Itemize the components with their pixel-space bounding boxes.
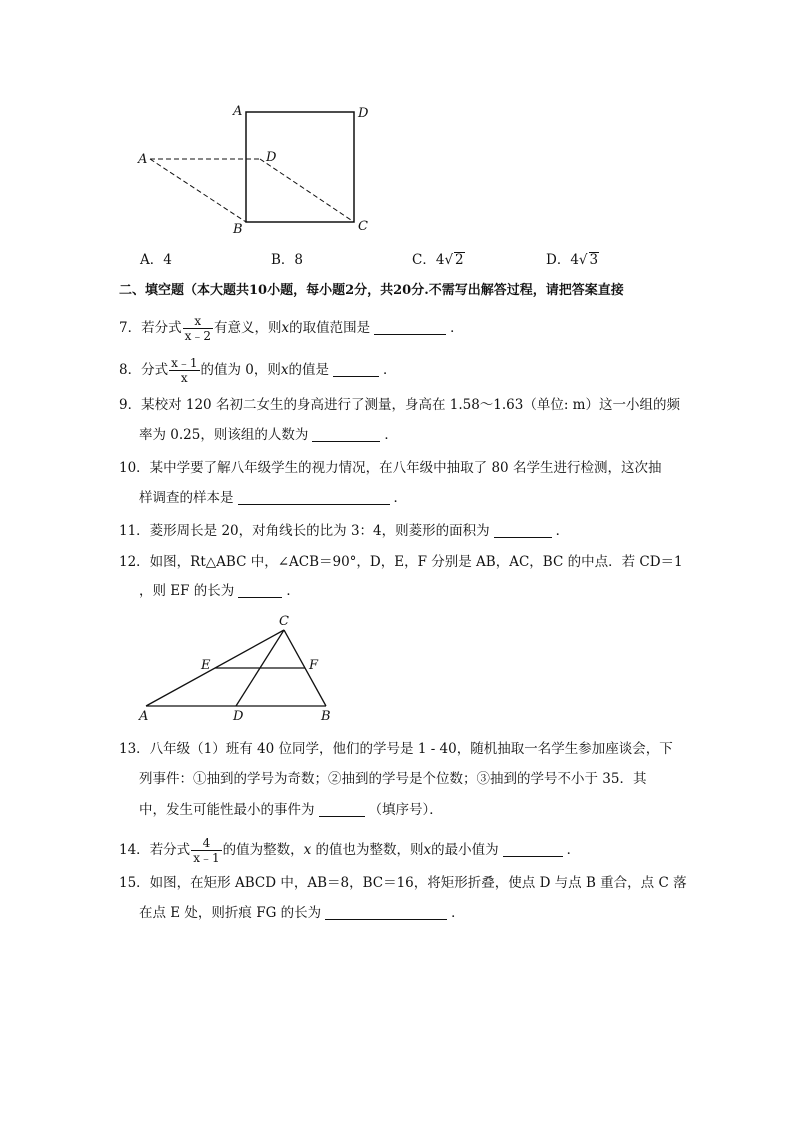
fraction-q8: $\frac{x﹣1}{x}$ [171,356,198,385]
answer-choices [140,248,680,270]
dashed-right [260,159,354,222]
label-a-left: A [138,152,148,167]
answer-blank-10[interactable] [238,490,390,505]
label-d-top: D [358,106,369,121]
figure-right-triangle [130,612,340,727]
question-12-line2: ，则 EF 的长为 ． [139,583,300,599]
question-15-line2: 在点 E 处，则折痕 FG 的长为 ． [139,905,465,921]
label-b: B [233,222,243,237]
question-7: 7．若分式 $\frac{x}{x﹣2}$ 有意义，则x的取值范围是 ． [119,314,464,343]
question-15-line1: 15．如图，在矩形 ABCD 中，AB＝8，BC＝16，将矩形折叠，使点 D 与点 B 重合，点 C 落 [119,875,687,891]
choice-b: B．8 [271,252,304,268]
question-13-line1: 13．八年级（1）班有 40 位同学，他们的学号是 1 - 40，随机抽取一名学生参加座谈会，下 [119,741,673,757]
choice-c: C．4√ 2 [412,252,464,268]
label-c2: C [279,614,289,629]
square-abcd [246,112,354,222]
question-10-line2: 样调查的样本是 ． [139,490,407,506]
section-heading: 二、填空题（本大题共10小题，每小题2分，共20分.不需写出解答过程，请把答案直接 [119,283,624,298]
answer-blank-8[interactable] [333,362,379,377]
figure-square-parallelogram [130,95,380,240]
label-c: C [358,219,368,234]
question-13-line3: 中，发生可能性最小的事件为 （填序号）． [139,802,443,818]
label-a2: A [139,709,149,724]
label-a-top: A [233,104,243,119]
question-8: 8．分式 $\frac{x﹣1}{x}$ 的值为 0，则x的值是 ． [119,356,397,385]
answer-blank-11[interactable] [494,523,552,538]
label-e2: E [201,658,211,673]
answer-blank-14[interactable] [503,842,563,857]
fraction-q14: $\frac{4}{x﹣1}$ [193,836,220,865]
answer-blank-9[interactable] [312,427,380,442]
fraction-q7: $\frac{x}{x﹣2}$ [184,314,211,343]
answer-blank-15[interactable] [325,905,447,920]
question-12-line1: 12．如图，Rt△ABC 中，∠ACB＝90°，D，E，F 分别是 AB，AC，BC 的中点．若 CD＝1 [119,554,683,570]
label-d-mid: D [266,150,277,165]
answer-blank-7[interactable] [374,320,446,335]
question-9-line1: 9．某校对 120 名初二女生的身高进行了测量，身高在 1.58～1.63（单位: m）这一小组的频 [119,397,680,413]
dashed-left [150,159,246,222]
label-d2: D [233,709,244,724]
label-f2: F [309,658,319,673]
choice-d: D．4√ 3 [546,252,599,268]
question-9-line2: 率为 0.25，则该组的人数为 ． [139,427,398,443]
question-14: 14．若分式 $\frac{4}{x﹣1}$ 的值为整数，x 的值也为整数，则x的最小值为 ． [119,836,581,865]
answer-blank-12[interactable] [238,583,282,598]
question-10-line1: 10．某中学要了解八年级学生的视力情况，在八年级中抽取了 80 名学生进行检测，这次抽 [119,460,662,476]
question-13-line2: 列事件：①抽到的学号为奇数；②抽到的学号是个位数；③抽到的学号不小于 35．其 [139,771,647,787]
choice-a: A．4 [140,252,172,268]
label-b2: B [321,709,331,724]
answer-blank-13[interactable] [319,802,365,817]
question-11: 11．菱形周长是 20，对角线长的比为 3：4，则菱形的面积为 ． [119,523,570,539]
